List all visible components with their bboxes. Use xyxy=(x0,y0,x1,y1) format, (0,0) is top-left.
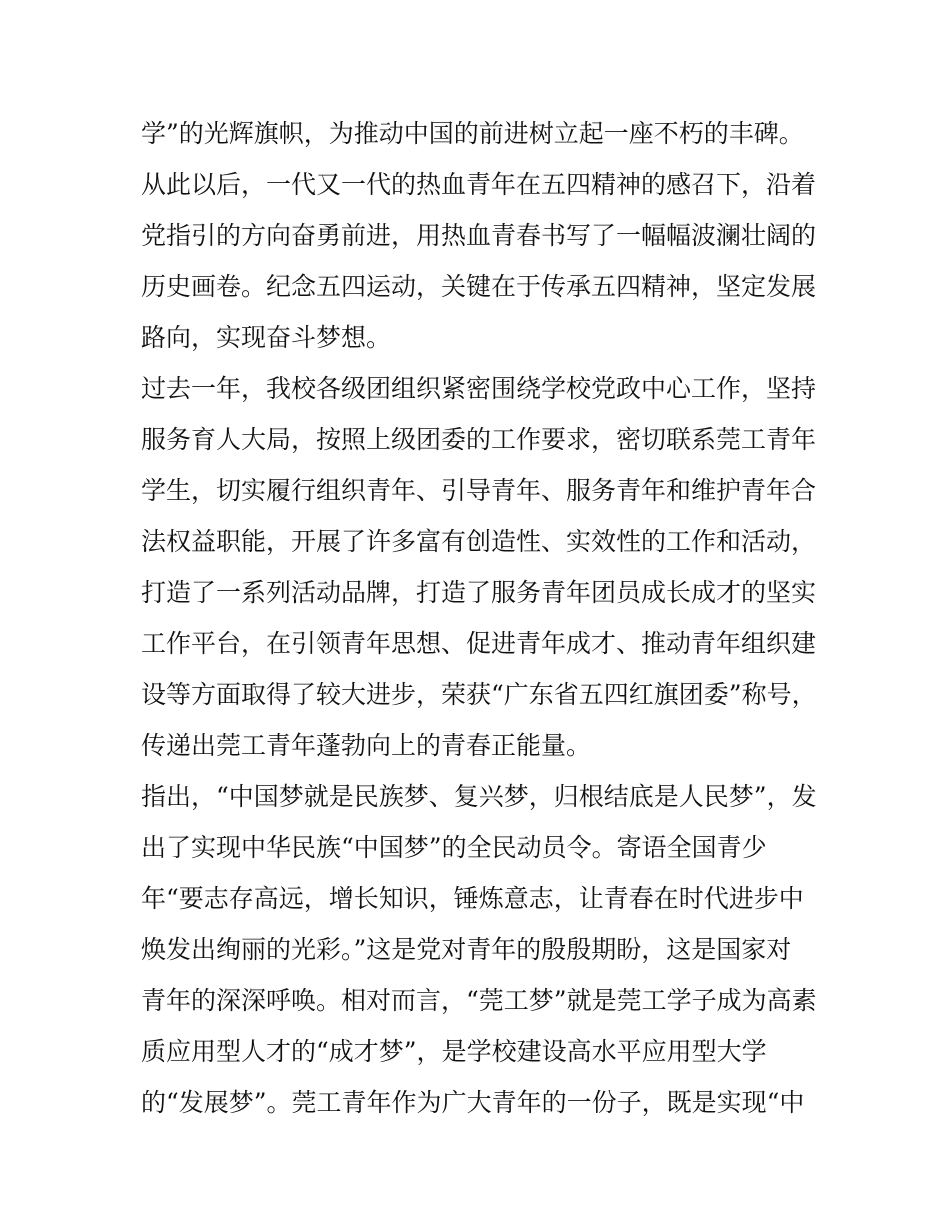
text-line: 法权益职能，开展了许多富有创造性、实效性的工作和活动， xyxy=(141,527,817,556)
text-line: 质应用型人才的“成才梦”，是学校建设高水平应用型大学 xyxy=(141,1037,767,1066)
text-line: 工作平台，在引领青年思想、促进青年成才、推动青年组织建 xyxy=(141,629,817,658)
text-line: 设等方面取得了较大进步，荣获“广东省五四红旗团委”称号， xyxy=(141,680,817,709)
document-body xyxy=(141,108,821,1128)
text-line: 服务育人大局，按照上级团委的工作要求，密切联系莞工青年 xyxy=(141,425,817,454)
text-line: 的“发展梦”。莞工青年作为广大青年的一份子，既是实现“中 xyxy=(141,1088,805,1117)
text-line: 指出，“中国梦就是民族梦、复兴梦，归根结底是人民梦”，发 xyxy=(141,782,817,811)
text-line: 过去一年，我校各级团组织紧密围绕学校党政中心工作，坚持 xyxy=(141,374,817,403)
text-line: 青年的深深呼唤。相对而言，“莞工梦”就是莞工学子成为高素 xyxy=(141,986,817,1015)
text-line: 出了实现中华民族“中国梦”的全民动员令。寄语全国青少 xyxy=(141,833,767,862)
text-line: 党指引的方向奋勇前进，用热血青春书写了一幅幅波澜壮阔的 xyxy=(141,221,817,250)
text-line: 历史画卷。纪念五四运动，关键在于传承五四精神，坚定发展 xyxy=(141,272,817,301)
text-line: 学生，切实履行组织青年、引导青年、服务青年和维护青年合 xyxy=(141,476,817,505)
text-line: 焕发出绚丽的光彩。”这是党对青年的殷殷期盼，这是国家对 xyxy=(141,935,792,964)
text-line: 路向，实现奋斗梦想。 xyxy=(141,323,392,352)
text-line: 学”的光辉旗帜，为推动中国的前进树立起一座不朽的丰碑。 xyxy=(141,119,804,148)
text-line: 传递出莞工青年蓬勃向上的青春正能量。 xyxy=(141,731,592,760)
text-line: 打造了一系列活动品牌，打造了服务青年团员成长成才的坚实 xyxy=(141,578,817,607)
text-line: 从此以后，一代又一代的热血青年在五四精神的感召下，沿着 xyxy=(141,170,817,199)
text-line: 年“要志存高远，增长知识，锤炼意志，让青春在时代进步中 xyxy=(141,884,804,913)
